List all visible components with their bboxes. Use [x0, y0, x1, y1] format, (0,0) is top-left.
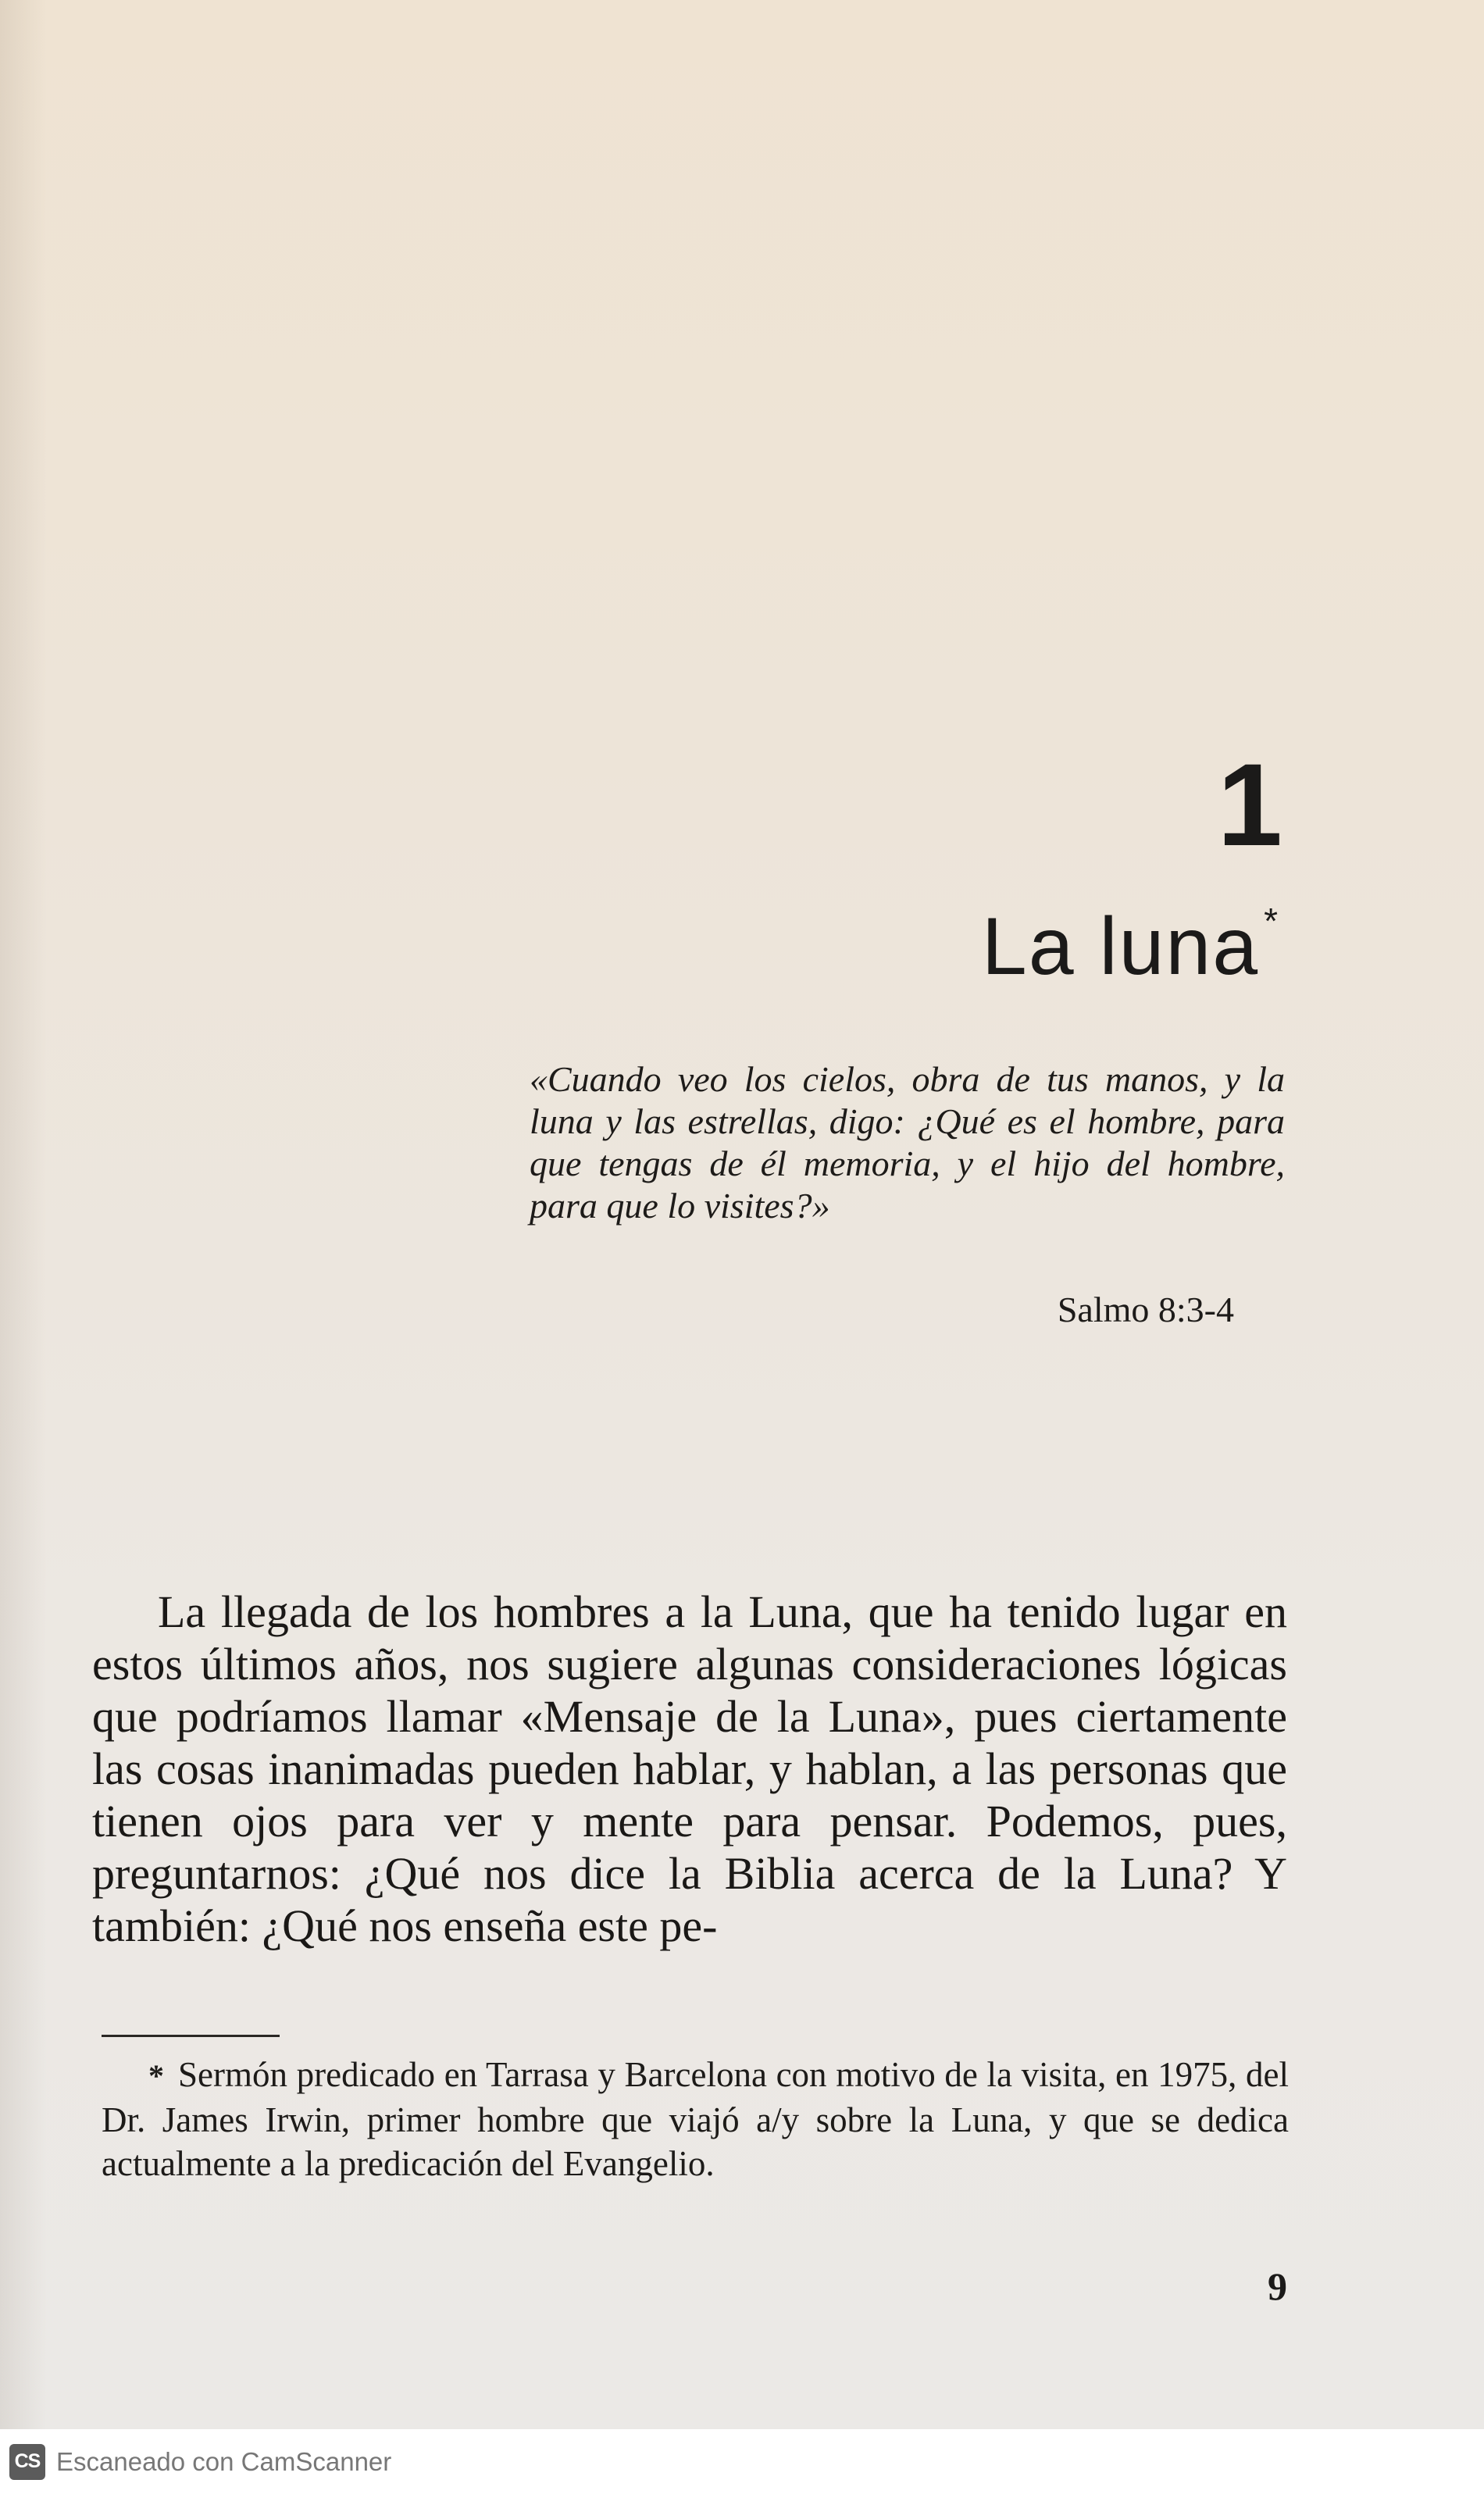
footnote [102, 2053, 1289, 2185]
footnote-mark: * [148, 2058, 164, 2093]
scanner-label: Escaneado con CamScanner [56, 2446, 392, 2476]
chapter-number: 1 [1217, 739, 1282, 870]
camscanner-logo-icon: CS [9, 2444, 45, 2480]
epigraph-reference: Salmo 8:3-4 [1057, 1290, 1234, 1329]
scanner-footer [0, 2429, 1484, 2494]
chapter-title-text: La luna [981, 901, 1260, 992]
footnote-divider [102, 2035, 280, 2037]
epigraph-quote: «Cuando veo los cielos, obra de tus manos, y la luna y las estrellas, digo: ¿Qué es el hombre, para que tengas de él memoria, y el hijo del hombre, para que lo visites?» [530, 1059, 1285, 1226]
chapter-title [981, 901, 1279, 992]
page-number: 9 [1268, 2264, 1287, 2308]
footnote-text: Sermón predicado en Tarrasa y Barcelona con motivo de la visita, en 1975, del Dr. James Irwin, primer hombre que viajó a/y sobre la Luna, y que se dedica actualmente a la predicación del Evangelio. [102, 2055, 1289, 2183]
body-paragraph: La llegada de los hombres a la Luna, que ha tenido lugar en estos últimos años, nos sugiere algunas consideraciones lógicas que podríamos llamar «Mensaje de la Luna», pues ciertamente las cosas inanimadas pueden hablar, y hablan, a las personas que tienen ojos para ver y mente para pensar. Podemos, pues, preguntarnos: ¿Qué nos dice la Biblia acerca de la Luna? Y también: ¿Qué nos enseña este pe- [92, 1586, 1287, 1951]
chapter-title-footnote-mark: * [1264, 901, 1279, 941]
page-edge-shadow [0, 0, 47, 2429]
